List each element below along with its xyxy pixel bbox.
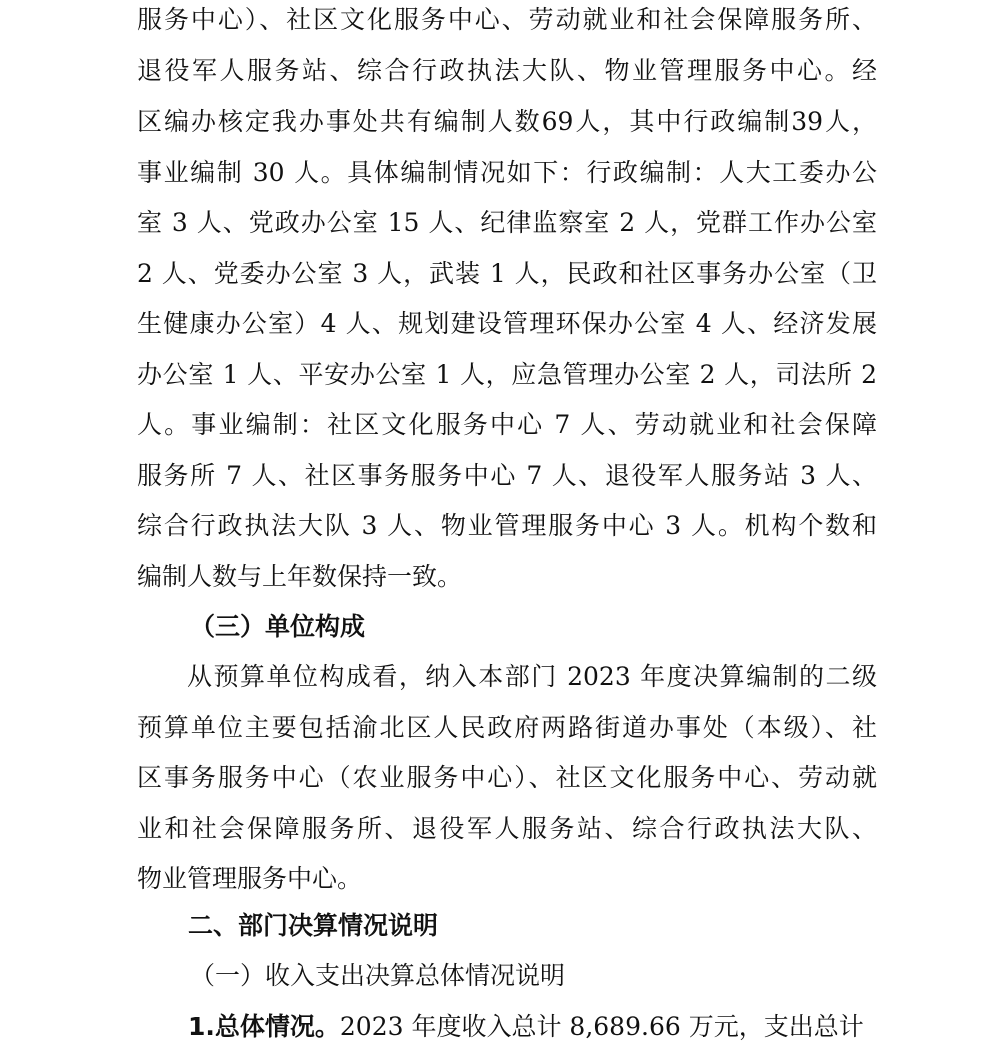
paragraph-line: 编制人数与上年数保持一致。 <box>137 562 463 591</box>
paragraph-line: 2 人、党委办公室 3 人，武装 1 人，民政和社区事务办公室（卫 <box>137 259 877 288</box>
chapter-heading: 二、部门决算情况说明 <box>188 911 439 940</box>
section-heading: （三）单位构成 <box>190 612 366 641</box>
paragraph-line: 区事务服务中心（农业服务中心）、社区文化服务中心、劳动就 <box>137 763 877 792</box>
paragraph-line: 服务中心）、社区文化服务中心、劳动就业和社会保障服务所、 <box>137 5 877 34</box>
paragraph-line: 人。事业编制：社区文化服务中心 7 人、劳动就业和社会保障 <box>137 410 877 439</box>
paragraph-line: 服务所 7 人、社区事务服务中心 7 人、退役军人服务站 3 人、 <box>137 461 877 490</box>
paragraph-line: 区编办核定我办事处共有编制人数69人，其中行政编制39人， <box>137 107 877 136</box>
item-label: 1.总体情况。 <box>188 1012 340 1041</box>
paragraph-line: 业和社会保障服务所、退役军人服务站、综合行政执法大队、 <box>137 814 877 843</box>
paragraph-line: 物业管理服务中心。 <box>137 864 363 893</box>
paragraph-line: 综合行政执法大队 3 人、物业管理服务中心 3 人。机构个数和 <box>137 511 877 540</box>
paragraph-line: 退役军人服务站、综合行政执法大队、物业管理服务中心。经 <box>137 56 877 85</box>
paragraph-line: 室 3 人、党政办公室 15 人、纪律监察室 2 人，党群工作办公室 <box>137 208 877 237</box>
paragraph-line: 生健康办公室）4 人、规划建设管理环保办公室 4 人、经济发展 <box>137 309 877 338</box>
item-text: 2023 年度收入总计 8,689.66 万元，支出总计 <box>339 1012 864 1041</box>
paragraph-line: 事业编制 30 人。具体编制情况如下：行政编制：人大工委办公 <box>137 158 877 187</box>
paragraph-line: 办公室 1 人、平安办公室 1 人，应急管理办公室 2 人，司法所 2 <box>137 360 877 389</box>
subsection-heading: （一）收入支出决算总体情况说明 <box>190 961 566 990</box>
item-line <box>188 1007 877 1044</box>
paragraph-line: 预算单位主要包括渝北区人民政府两路街道办事处（本级）、社 <box>137 713 877 742</box>
paragraph-line: 从预算单位构成看，纳入本部门 2023 年度决算编制的二级 <box>187 662 877 691</box>
